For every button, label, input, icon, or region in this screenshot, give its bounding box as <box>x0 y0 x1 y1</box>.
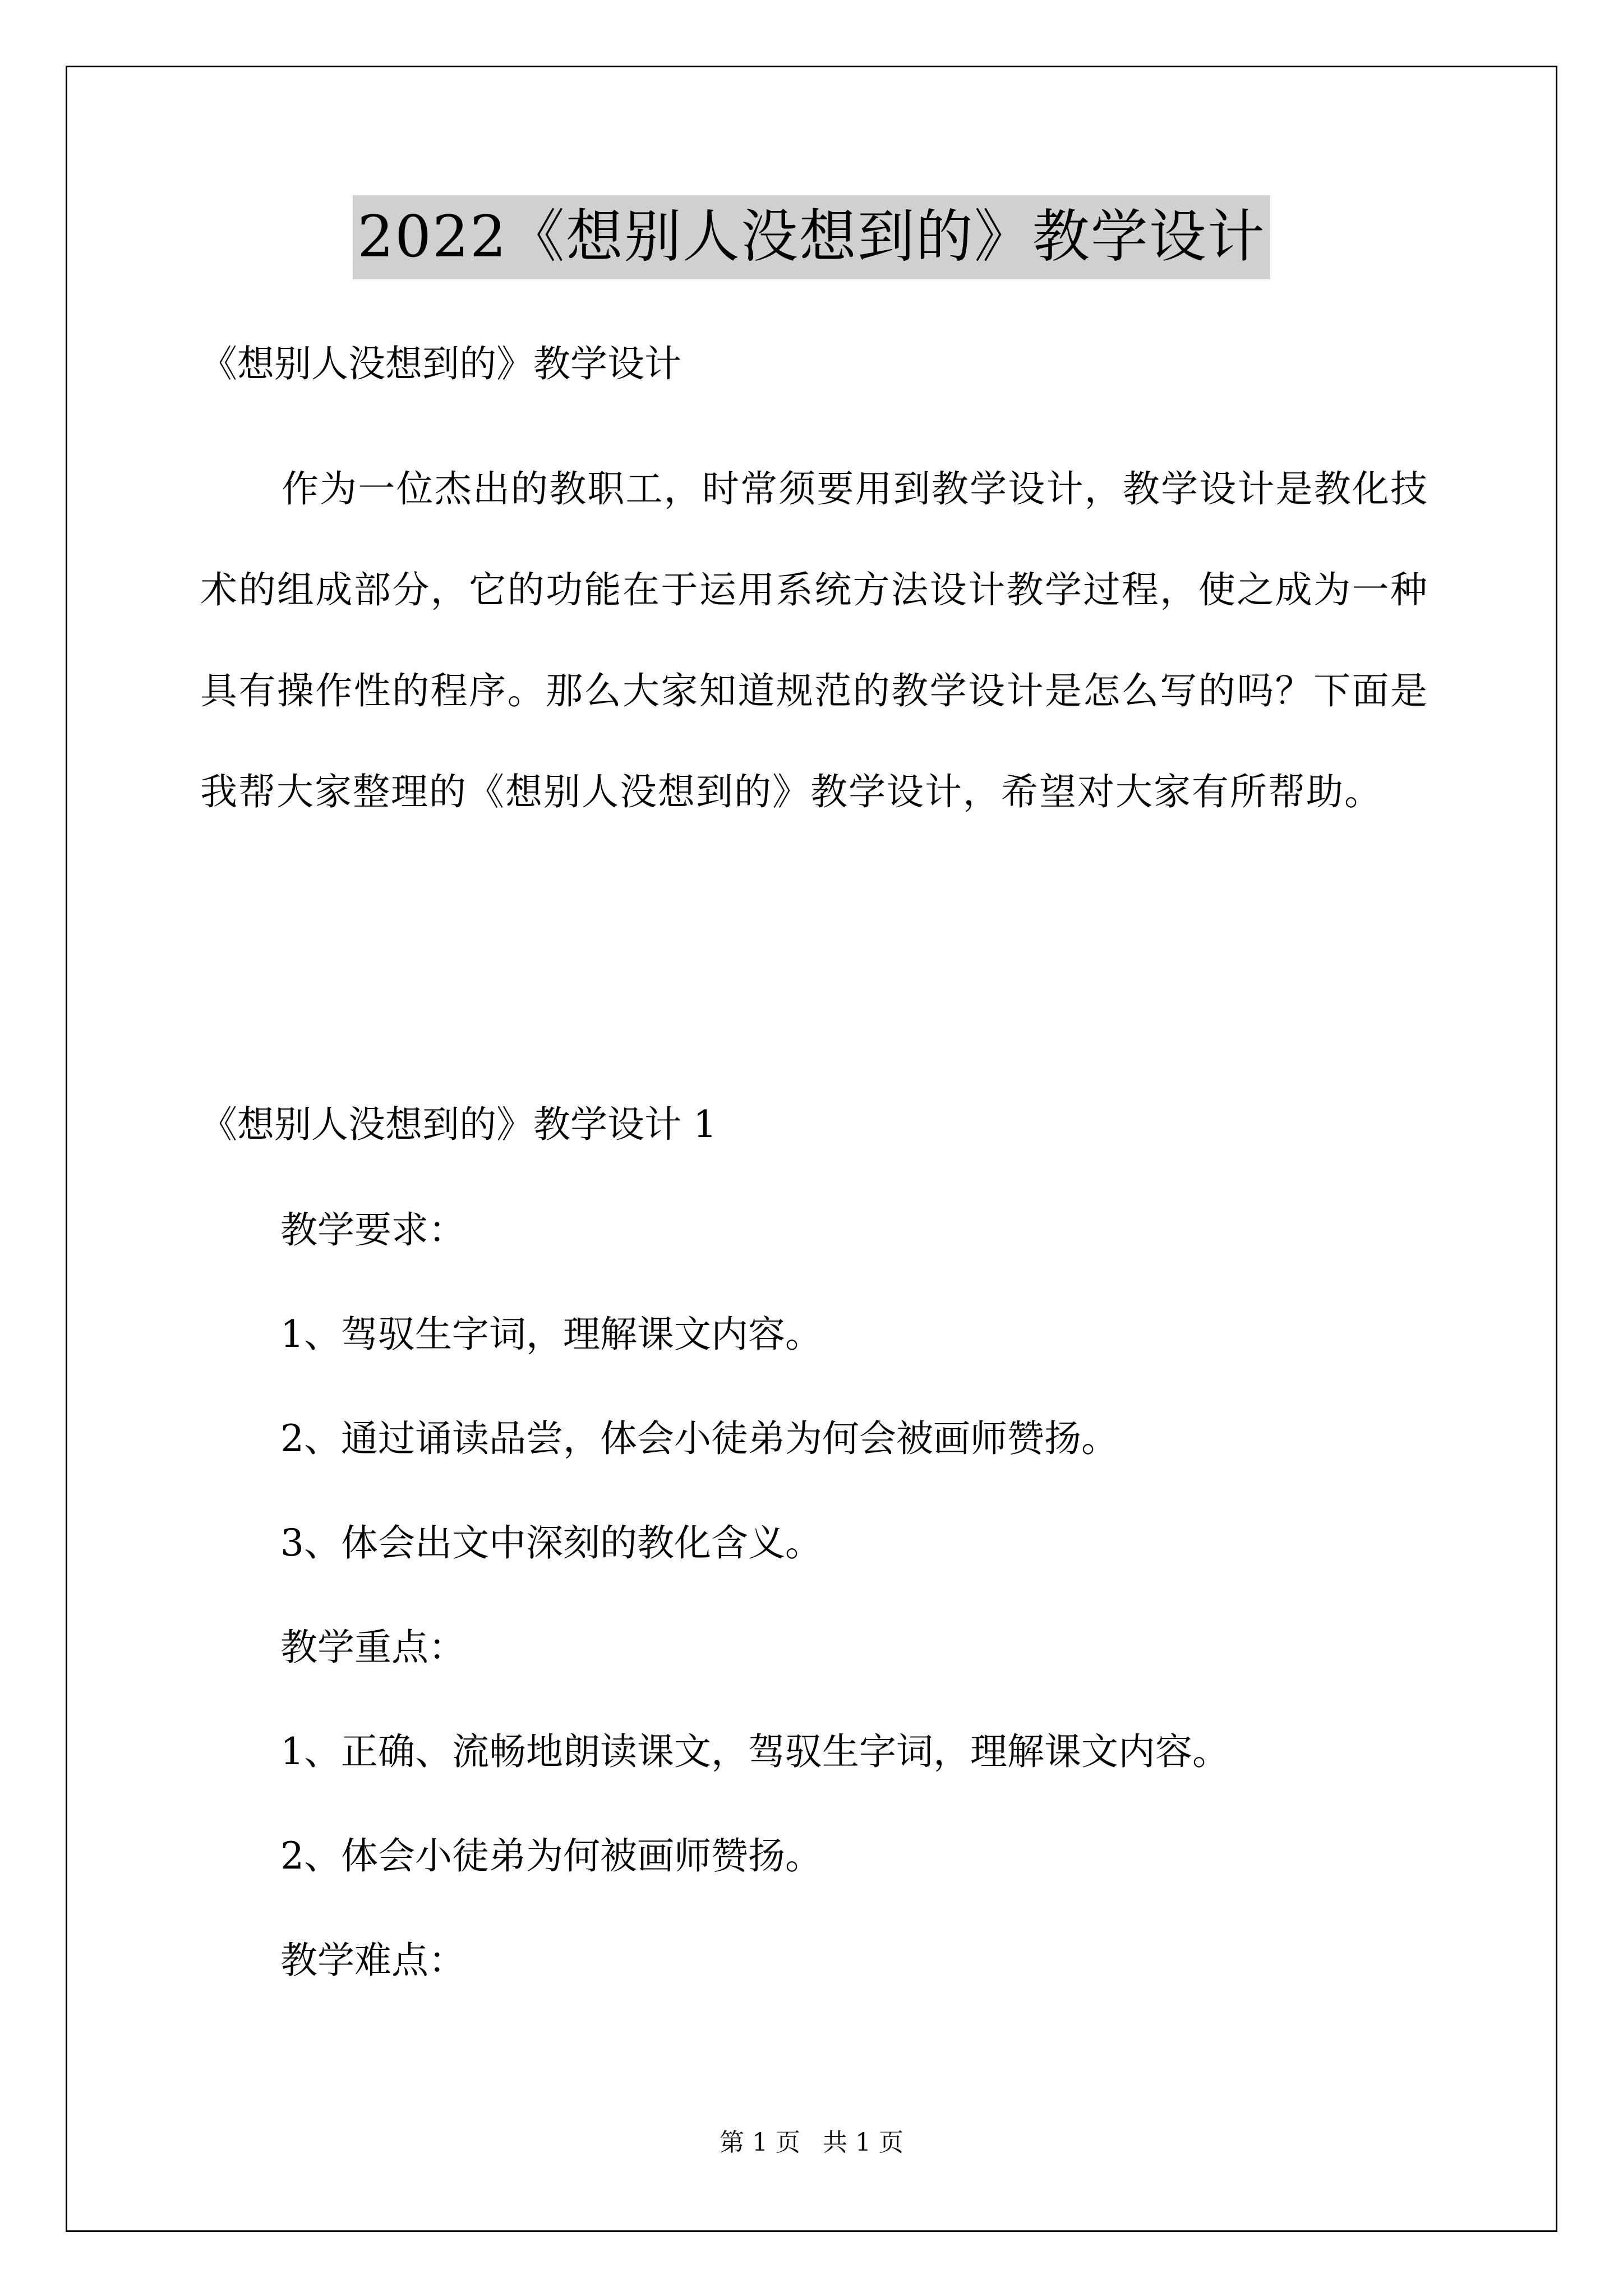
requirement-item: 1、驾驭生字词，理解课文内容。 <box>280 1313 822 1356</box>
key-point-item: 1、正确、流畅地朗读课文，驾驭生字词，理解课文内容。 <box>280 1730 1229 1773</box>
document-title: 2022《想别人没想到的》教学设计 <box>353 195 1270 279</box>
key-points-heading: 教学重点： <box>280 1626 465 1669</box>
intro-paragraph: 作为一位杰出的教职工，时常须要用到教学设计，教学设计是教化技术的组成部分，它的功能在于运用系统方法设计教学过程，使之成为一种具有操作性的程序。那么大家知道规范的教学设计是怎么写的吗？下面是我帮大家整理的《想别人没想到的》教学设计，希望对大家有所帮助。 <box>200 467 1428 813</box>
requirement-item: 3、体会出文中深刻的教化含义。 <box>280 1521 822 1565</box>
key-point-item: 2、体会小徒弟为何被画师赞扬。 <box>280 1834 822 1878</box>
document-subtitle: 《想别人没想到的》教学设计 <box>200 342 681 385</box>
title-container <box>0 195 1623 279</box>
page-footer <box>0 2126 1623 2160</box>
requirements-heading: 教学要求： <box>280 1208 465 1251</box>
page-number-total: 共 1 页 <box>823 2128 903 2157</box>
section-title: 《想别人没想到的》教学设计 1 <box>200 1103 717 1146</box>
difficulties-heading: 教学难点： <box>280 1939 465 1982</box>
page-number-current: 第 1 页 <box>720 2128 800 2157</box>
requirement-item: 2、通过诵读品尝，体会小徒弟为何会被画师赞扬。 <box>280 1417 1118 1460</box>
